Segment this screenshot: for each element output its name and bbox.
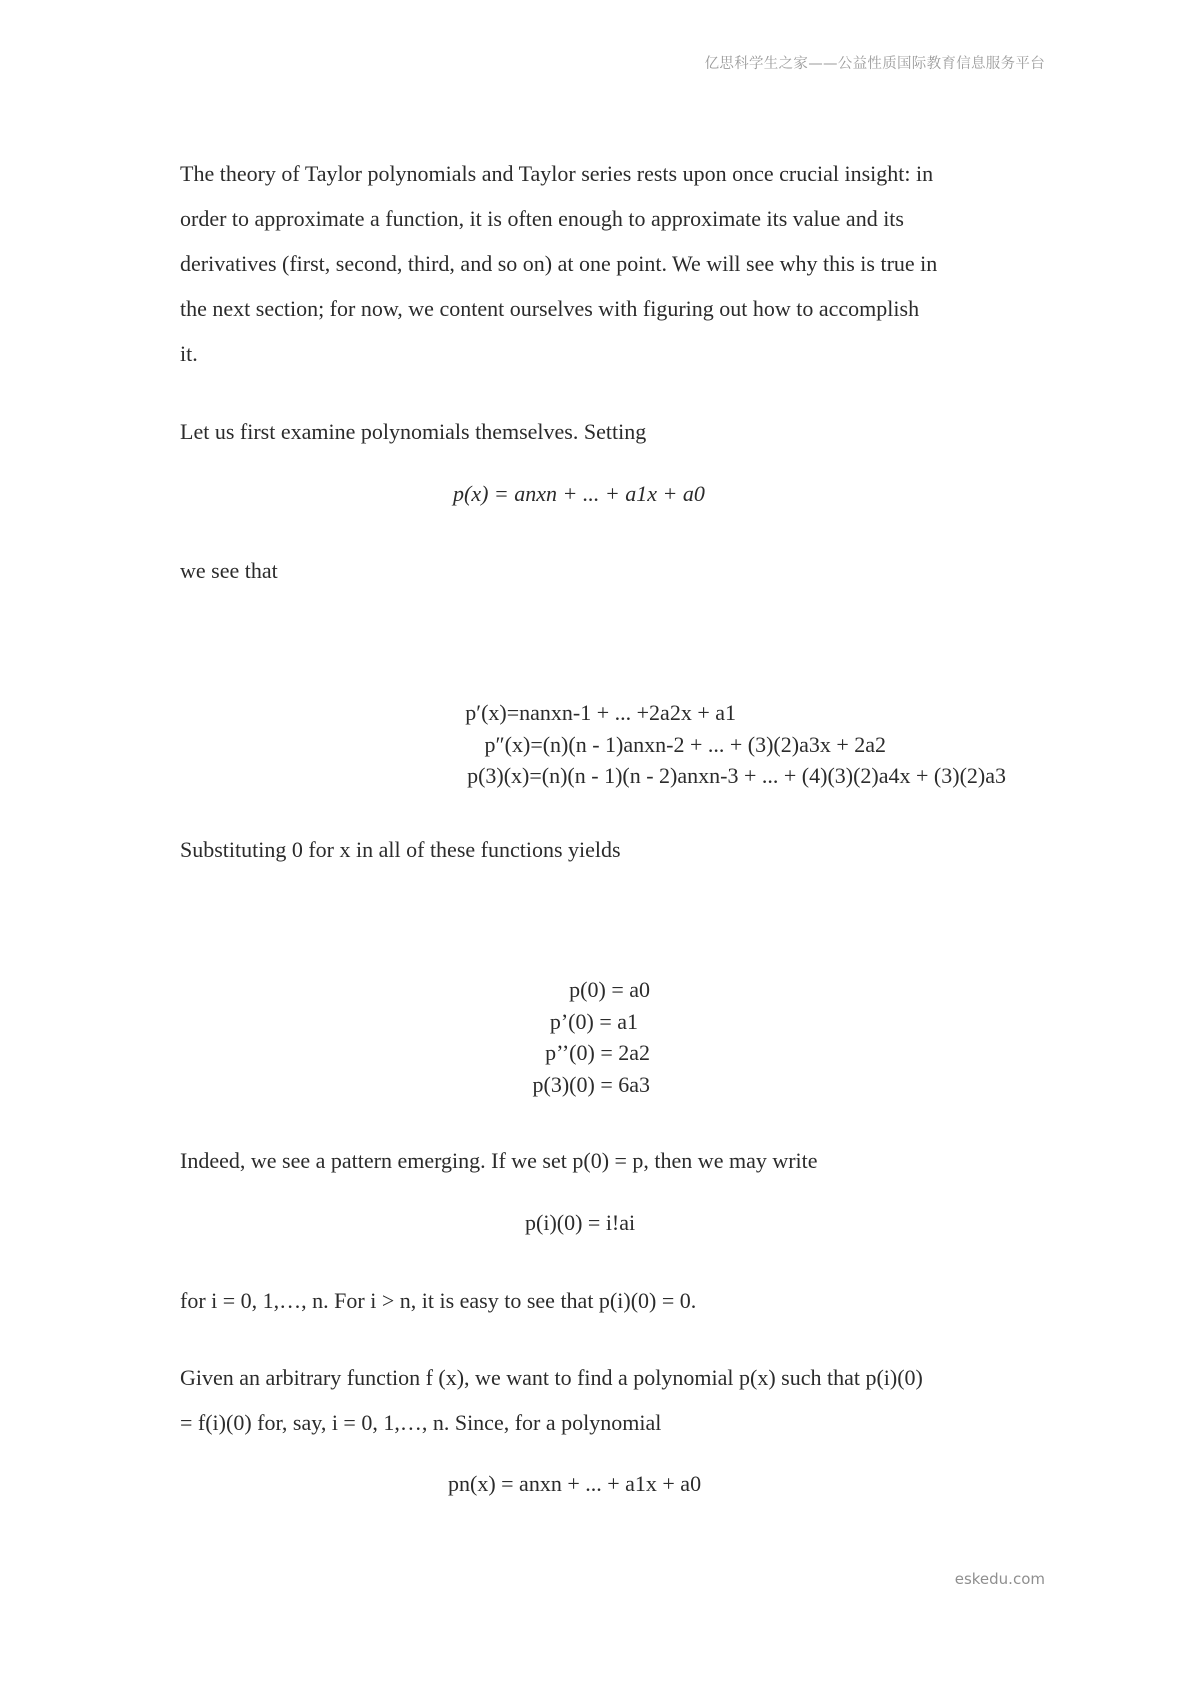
equation-polynomial — [453, 481, 705, 507]
paragraph: for i = 0, 1,…, n. For i > n, it is easy to see that p(i)(0) = 0. — [180, 1288, 697, 1313]
paragraph: Let us first examine polynomials themselves. Setting — [180, 419, 647, 444]
paragraph: Substituting 0 for x in all of these functions yields — [180, 837, 621, 862]
paragraph-line: derivatives (first, second, third, and so on) at one point. We will see why this is true in — [180, 251, 938, 276]
derivatives-block — [380, 697, 1006, 792]
value-line: p(3)(0) = 6a3 — [532, 1071, 650, 1097]
paragraph-line: it. — [180, 341, 198, 366]
paragraph-line: order to approximate a function, it is often enough to approximate its value and its — [180, 206, 904, 231]
derivative-line: p″(x)=(n)(n - 1)anxn-2 + ... + (3)(2)a3x + 2a2 — [484, 731, 886, 757]
paragraph-line: Given an arbitrary function f (x), we want to find a polynomial p(x) such that p(i)(0) — [180, 1365, 923, 1390]
paragraph-line: = f(i)(0) for, say, i = 0, 1,…, n. Since, for a polynomial — [180, 1410, 662, 1435]
values-at-zero-block — [480, 974, 650, 1100]
page-footer: eskedu.com — [954, 1570, 1045, 1588]
value-line: p(0) = a0 — [569, 977, 650, 1002]
paragraph-line: The theory of Taylor polynomials and Taylor series rests upon once crucial insight: in — [180, 161, 934, 186]
value-line: p’’(0) = 2a2 — [545, 1040, 650, 1065]
paragraph: Indeed, we see a pattern emerging. If we set p(0) = p, then we may write — [180, 1148, 818, 1173]
paragraph-line: the next section; for now, we content ourselves with figuring out how to accomplish — [180, 296, 920, 321]
value-line: p’(0) = a1 — [549, 1008, 638, 1034]
paragraph: we see that — [180, 558, 278, 583]
equation-general: p(i)(0) = i!ai — [525, 1210, 636, 1235]
equation-text: p(x) = anxn + ... + a1x + a0 — [453, 481, 705, 506]
derivative-line: p(3)(x)=(n)(n - 1)(n - 2)anxn-3 + ... + (4)(3)(2)a4x + (3)(2)a3 — [467, 763, 1006, 788]
derivative-line: p′(x)=nanxn-1 + ... +2a2x + a1 — [465, 700, 736, 725]
page-header: 亿思科学生之家——公益性质国际教育信息服务平台 — [704, 56, 1045, 72]
equation-pn: pn(x) = anxn + ... + a1x + a0 — [448, 1471, 702, 1496]
